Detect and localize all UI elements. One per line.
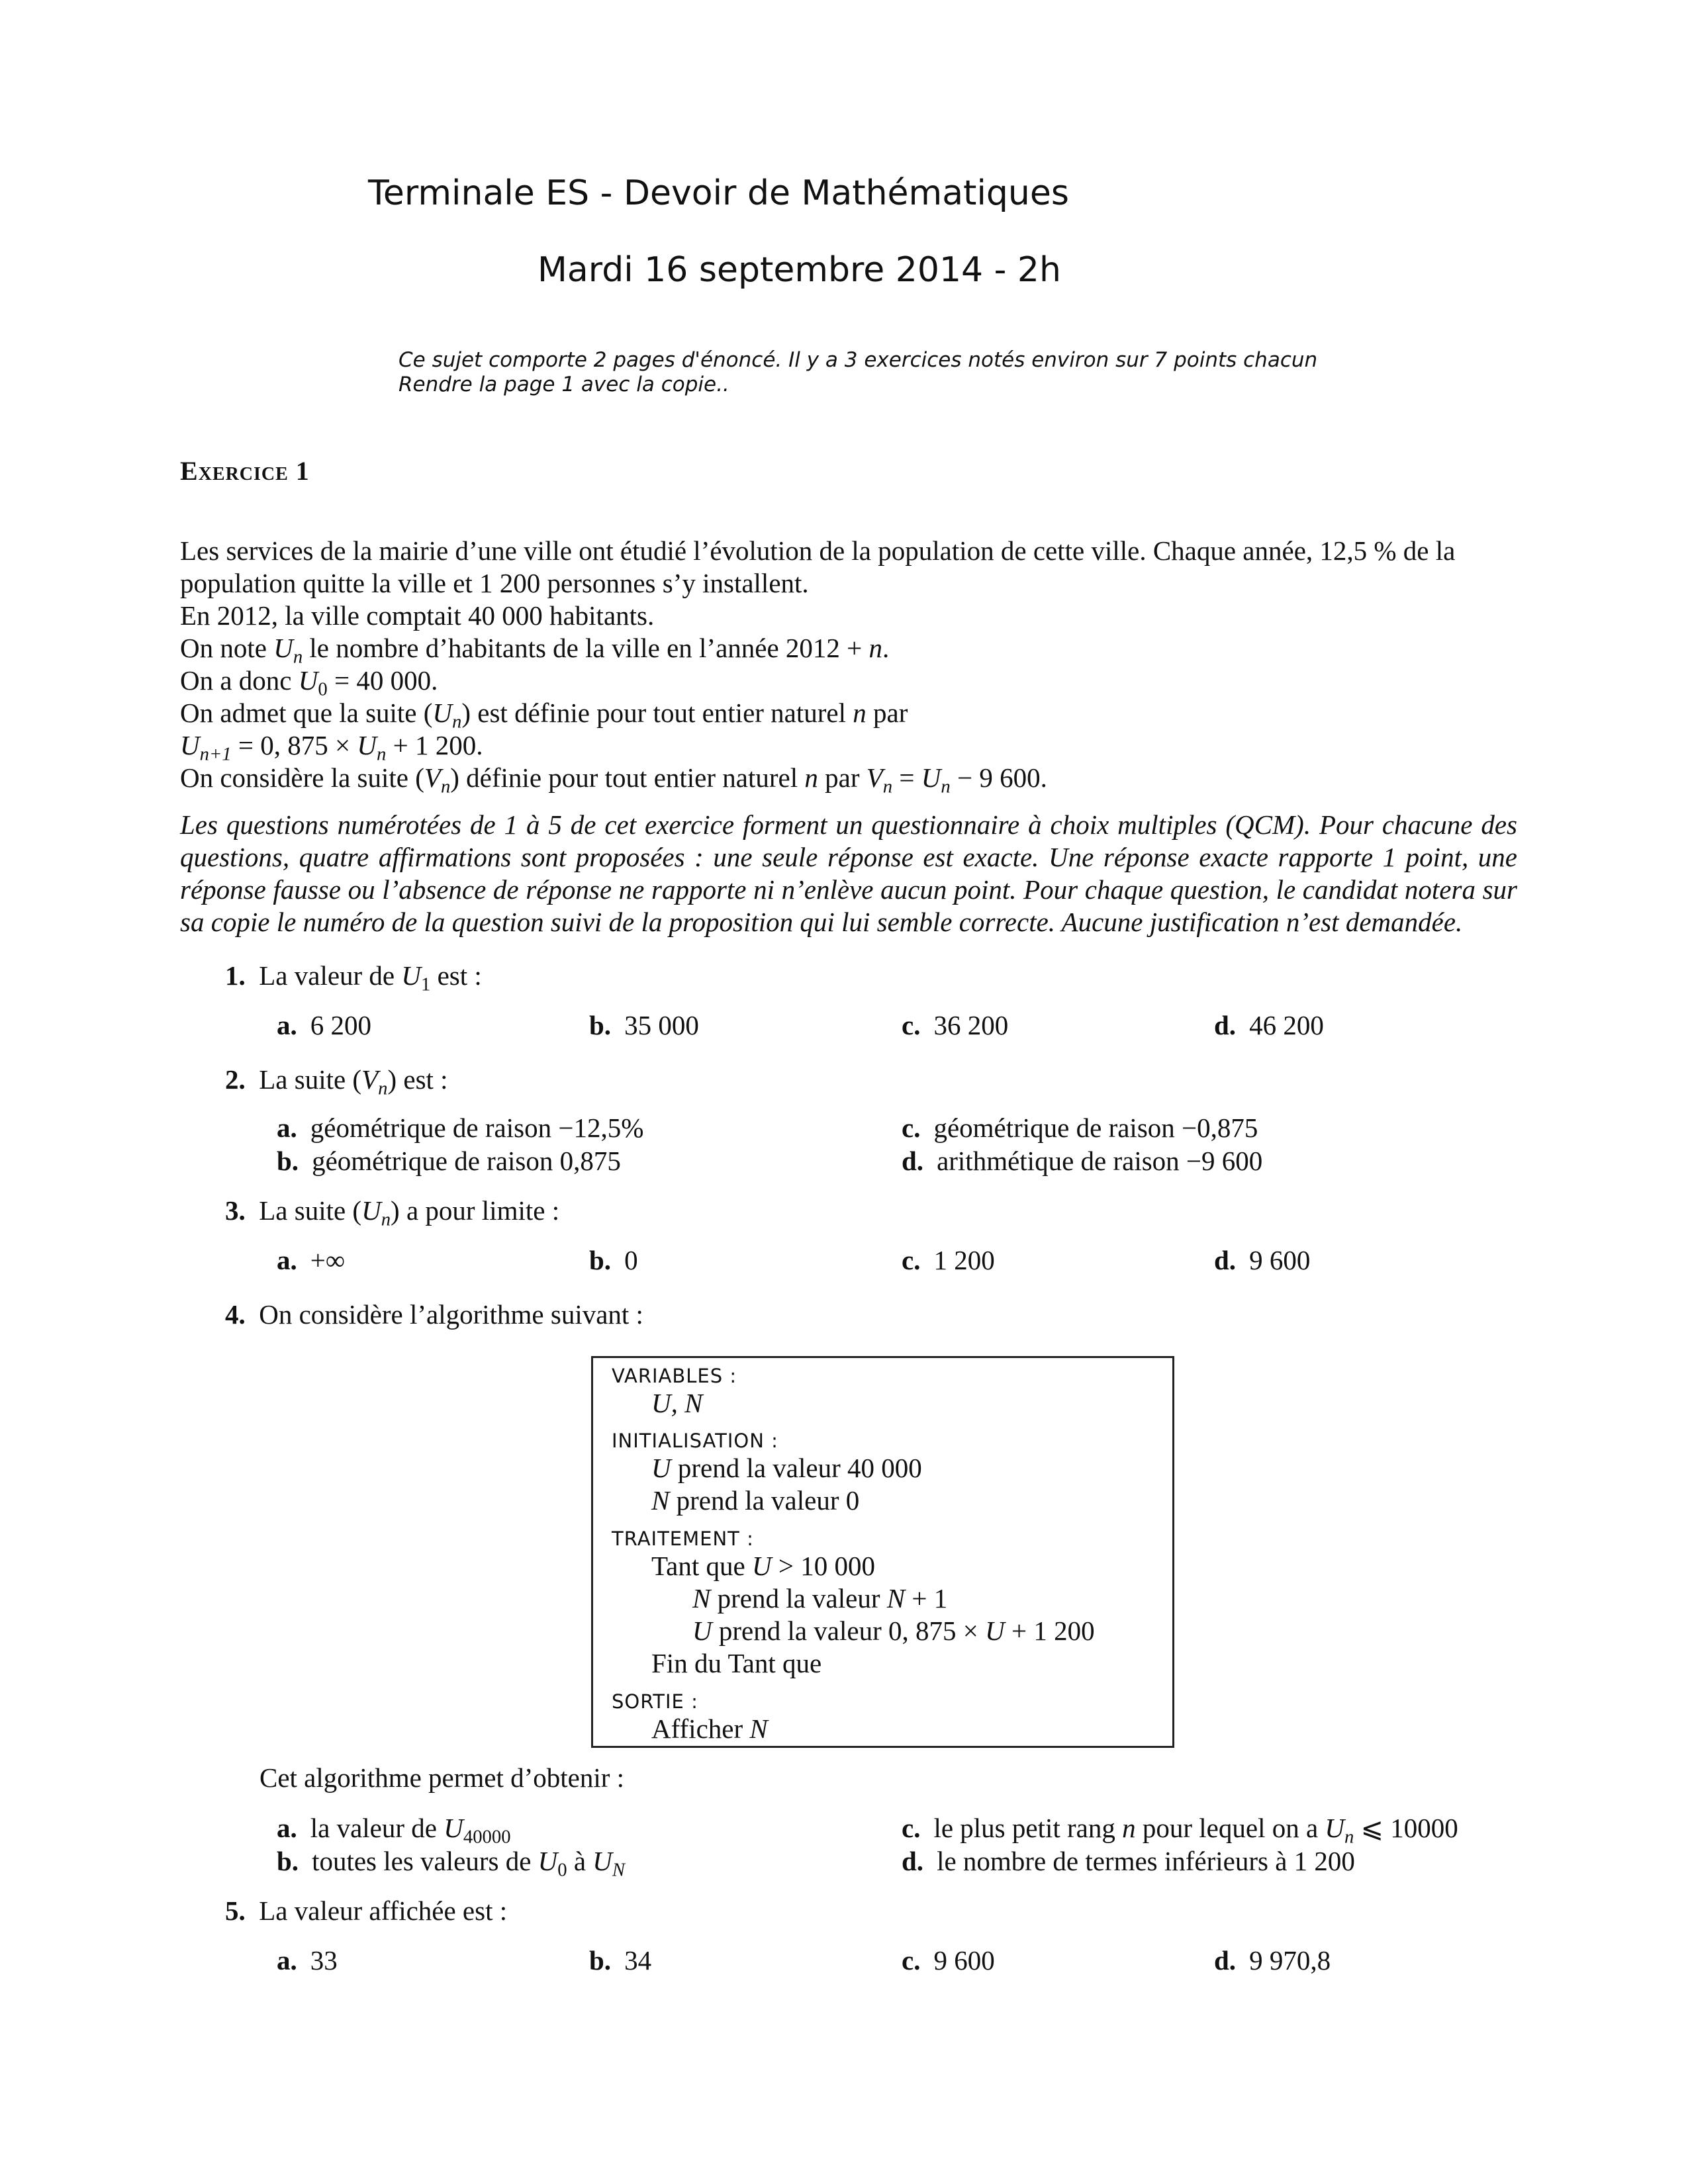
recurrence-formula: $U_{n+1} = 0$, $875 \times U_n + 1$ 200. (180, 730, 483, 765)
intro-line: population quitte la ville et 1 200 personnes s’y installent. (180, 568, 809, 598)
algo-variables-label: VARIABLES : (612, 1365, 737, 1387)
question-2: 2. La suite $(V_n)$ est : (225, 1064, 448, 1099)
document-title: Terminale ES - Devoir de Mathématiques (368, 173, 1069, 213)
question-3: 3. La suite $(U_n)$ a pour limite : (225, 1195, 560, 1230)
algo-loop-n: N prend la valeur N + 1 (692, 1583, 948, 1614)
q2-option-b: b. géométrique de raison 0,875 (277, 1146, 621, 1176)
q2-option-c: c. géométrique de raison −0,875 (902, 1113, 1258, 1143)
algo-treatment-label: TRAITEMENT : (612, 1527, 754, 1550)
question-4: 4. On considère l’algorithme suivant : (225, 1299, 643, 1330)
instruction-note-2: Rendre la page 1 avec la copie.. (399, 373, 729, 396)
q5-option-d: d. 9 970,8 (1214, 1945, 1331, 1976)
intro-line: On a donc $U_0 = 40$ 000. (180, 665, 438, 700)
q1-option-b: b. 35 000 (589, 1010, 699, 1040)
algo-init-n: N prend la valeur 0 (651, 1485, 860, 1516)
document-subtitle: Mardi 16 septembre 2014 - 2h (538, 250, 1061, 290)
intro-line: Les services de la mairie d’une ville ont étudié l’évolution de la population de cette ville. Chaque année, 12,5 % de la (180, 535, 1456, 566)
q1-option-c: c. 36 200 (902, 1010, 1009, 1040)
q5-option-c: c. 9 600 (902, 1945, 995, 1976)
q4-option-d: d. le nombre de termes inférieurs à 1 200 (902, 1846, 1355, 1876)
q4-option-a: a. la valeur de $U_{40000}$ (277, 1813, 511, 1848)
algo-while: Tant que U > 10 000 (651, 1551, 875, 1581)
q5-option-b: b. 34 (589, 1945, 652, 1976)
q4-option-b: b. toutes les valeurs de $U_0$ à $U_N$ (277, 1846, 626, 1881)
q2-option-a: a. géométrique de raison −12,5% (277, 1113, 644, 1143)
algo-init-u: U prend la valeur 40 000 (651, 1453, 922, 1483)
q4-option-c: c. le plus petit rang n pour lequel on a $U_n$ ⩽ 10000 (902, 1813, 1458, 1848)
q1-option-d: d. 46 200 (1214, 1010, 1324, 1040)
q2-option-d: d. arithmétique de raison −9 600 (902, 1146, 1263, 1176)
exercise-intro (180, 535, 1517, 797)
algo-variables: U, N (651, 1388, 703, 1418)
exercise-title: Exercice 1 (180, 456, 310, 486)
q3-option-a: a. +∞ (277, 1245, 346, 1275)
q3-option-d: d. 9 600 (1214, 1245, 1311, 1275)
algo-output-label: SORTIE : (612, 1690, 698, 1713)
intro-line: En 2012, la ville comptait 40 000 habitants. (180, 600, 655, 631)
question-1: 1. La valeur de $U_1$ est : (225, 960, 482, 995)
intro-line: On admet que la suite $(U_n)$ est définie pour tout entier naturel n par (180, 698, 908, 733)
intro-line: On considère la suite $(V_n)$ définie pour tout entier naturel n par $V_n = U_n - 9$ 600. (180, 762, 1047, 797)
q1-option-a: a. 6 200 (277, 1010, 371, 1040)
question-4-followup: Cet algorithme permet d’obtenir : (259, 1762, 625, 1793)
qcm-instructions: Les questions numérotées de 1 à 5 de cet exercice forment un questionnaire à choix multiples (QCM). Pour chacune des questions, quatre affirmations sont proposées : une seule réponse est exacte. Une réponse exacte rapporte 1 point, une réponse fausse ou l’absence de réponse ne rapporte ni n’enlève aucun point. Pour chaque question, le candidat notera sur sa copie le numéro de la question suivi de la proposition qui lui semble correcte. Aucune justification n’est demandée. (180, 809, 1517, 937)
intro-line: On note $U_n$ le nombre d’habitants de la ville en l’année 2012 + n. (180, 633, 890, 668)
question-5: 5. La valeur affichée est : (225, 1895, 508, 1926)
q3-option-c: c. 1 200 (902, 1245, 995, 1275)
q5-option-a: a. 33 (277, 1945, 338, 1976)
algorithm-box (591, 1356, 1174, 1748)
algo-loop-u: U prend la valeur 0, 875 × U + 1 200 (692, 1615, 1095, 1646)
q3-option-b: b. 0 (589, 1245, 638, 1275)
algo-end-while: Fin du Tant que (651, 1648, 822, 1678)
algo-init-label: INITIALISATION : (612, 1430, 778, 1452)
instruction-note-1: Ce sujet comporte 2 pages d'énoncé. Il y a 3 exercices notés environ sur 7 points chacun (399, 348, 1318, 372)
algo-output: Afficher N (651, 1713, 768, 1744)
